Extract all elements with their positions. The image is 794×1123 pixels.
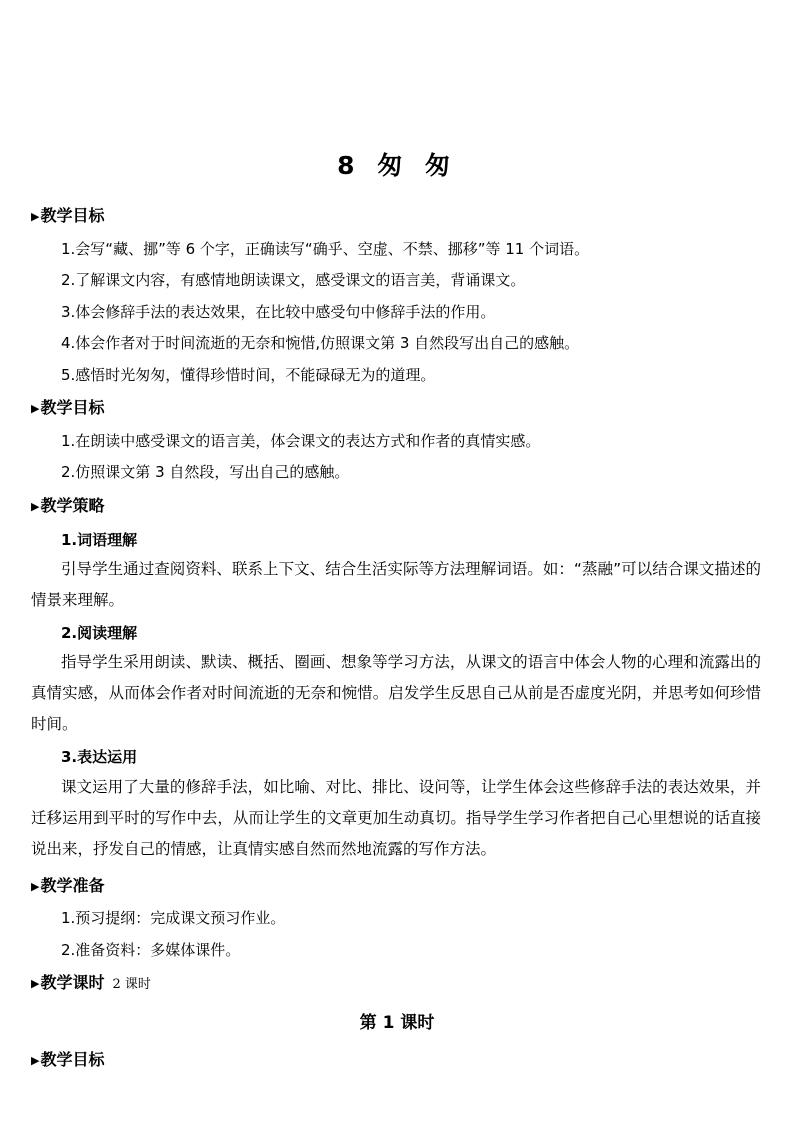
- key-goal-item: 1.在朗读中感受课文的语言美，体会课文的表达方式和作者的真情实感。: [61, 432, 541, 450]
- section-heading-goals: [31, 203, 104, 226]
- section-heading-hours: [31, 970, 151, 993]
- goal-item: 5.感悟时光匆匆，懂得珍惜时间，不能碌碌无为的道理。: [61, 366, 436, 384]
- section-heading-label: 教学目标: [40, 1050, 105, 1069]
- goal-item: 4.体会作者对于时间流逝的无奈和惋惜,仿照课文第 3 自然段写出自己的感触。: [61, 334, 580, 352]
- lesson-title: 第 1 课时: [359, 1013, 435, 1033]
- arrow-icon: ▶: [31, 977, 40, 990]
- section-heading-label: 教学目标: [40, 206, 105, 225]
- page-title: 8 匆 匆: [337, 151, 457, 180]
- strategy-subheading: 1.词语理解: [61, 531, 138, 549]
- key-goal-item: 2.仿照课文第 3 自然段，写出自己的感触。: [61, 463, 350, 481]
- prep-item: 1.预习提纲：完成课文预习作业。: [61, 909, 286, 927]
- section-heading-lesson1-goals: [31, 1047, 104, 1070]
- arrow-icon: ▶: [31, 500, 40, 513]
- section-heading-label: 教学目标: [40, 398, 105, 417]
- goal-item: 2.了解课文内容，有感情地朗读课文，感受课文的语言美，背诵课文。: [61, 271, 526, 289]
- strategy-paragraph: 引导学生通过查阅资料、联系上下文、结合生活实际等方法理解词语。如：“蒸融”可以结合课文描述的情景来理解。: [31, 560, 761, 609]
- arrow-icon: ▶: [31, 402, 40, 415]
- arrow-icon: ▶: [31, 1054, 40, 1067]
- strategy-subheading: 2.阅读理解: [61, 624, 138, 642]
- arrow-icon: ▶: [31, 210, 40, 223]
- section-heading-label: 教学课时: [40, 973, 105, 992]
- goal-item: 3.体会修辞手法的表达效果，在比较中感受句中修辞手法的作用。: [61, 303, 496, 321]
- goal-item: 1.会写“藏、挪”等 6 个字，正确读写“确乎、空虚、不禁、挪移”等 11 个词语。: [61, 240, 590, 258]
- prep-item: 2.准备资料：多媒体课件。: [61, 941, 241, 959]
- section-heading-strategy: [31, 493, 104, 516]
- section-heading-label: 教学策略: [40, 496, 105, 515]
- strategy-paragraph: 课文运用了大量的修辞手法，如比喻、对比、排比、设问等，让学生体会这些修辞手法的表达效果，并迁移运用到平时的写作中去，从而让学生的文章更加生动真切。指导学生学习作者把自己心里想说的话直接说出来，抒发自己的情感，让真情实感自然而然地流露的写作方法。: [31, 778, 761, 858]
- section-heading-prep: [31, 873, 104, 896]
- arrow-icon: ▶: [31, 880, 40, 893]
- hours-value: 2 课时: [112, 977, 151, 992]
- strategy-subheading: 3.表达运用: [61, 748, 138, 766]
- section-heading-key-goals: [31, 395, 104, 418]
- strategy-paragraph: 指导学生采用朗读、默读、概括、圈画、想象等学习方法，从课文的语言中体会人物的心理和流露出的真情实感，从而体会作者对时间流逝的无奈和惋惜。启发学生反思自己从前是否虚度光阴，并思考如何珍惜时间。: [31, 653, 761, 733]
- section-heading-label: 教学准备: [40, 876, 105, 895]
